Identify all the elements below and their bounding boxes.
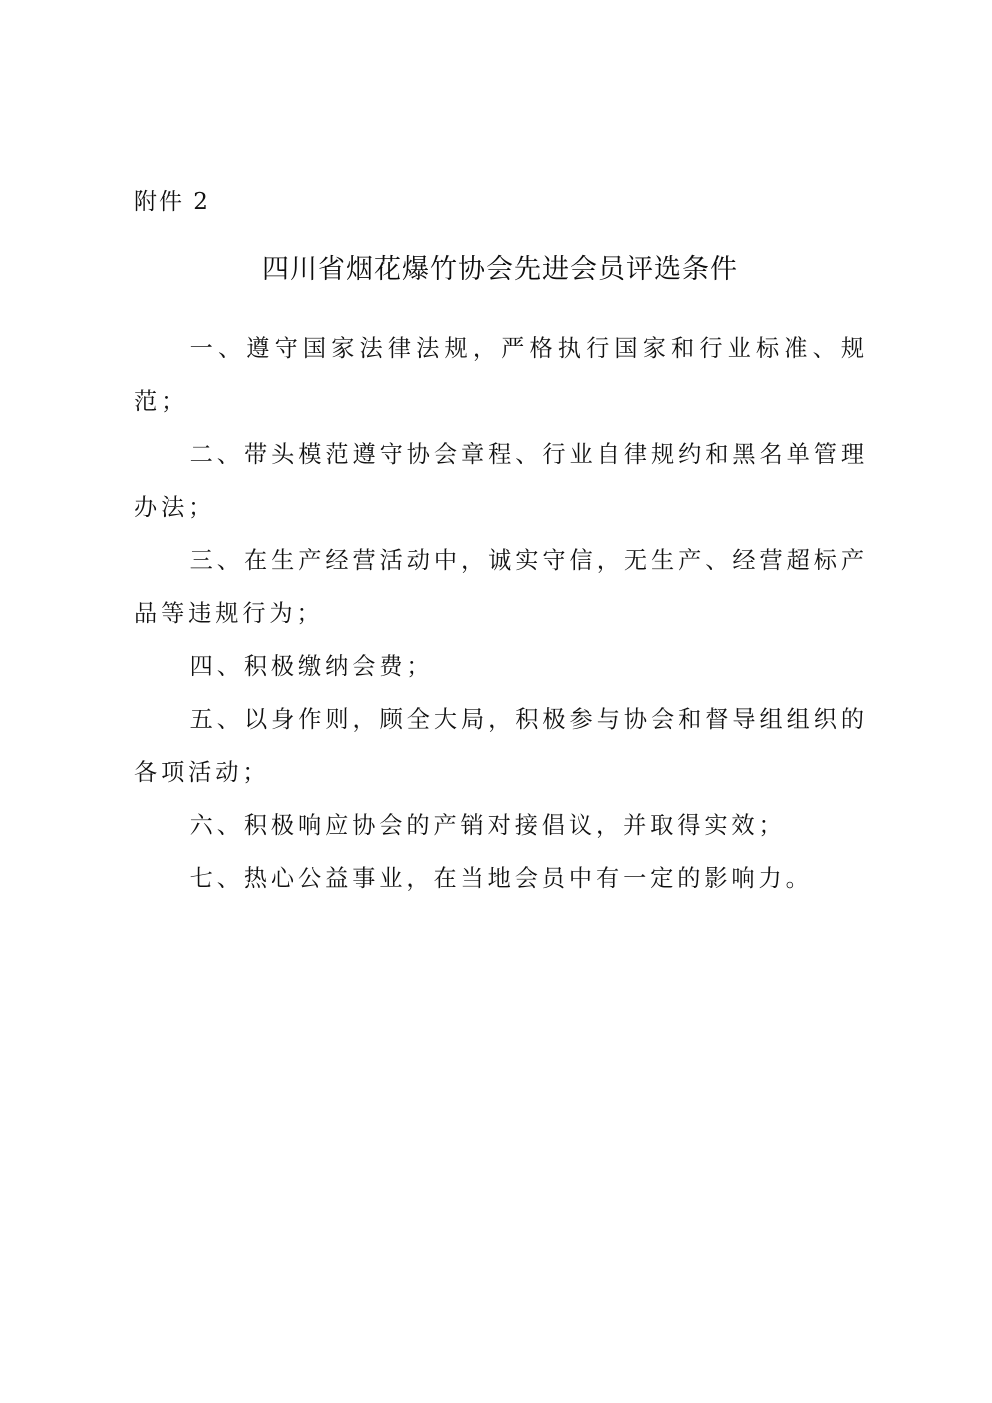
attachment-label: 附件 2 — [134, 189, 210, 215]
criterion-5: 五、以身作则，顾全大局，积极参与协会和督导组组织的各项活动； — [134, 706, 868, 786]
criterion-6: 六、积极响应协会的产销对接倡议，并取得实效； — [189, 812, 786, 839]
criterion-7: 七、热心公益事业，在当地会员中有一定的影响力。 — [189, 865, 813, 892]
document-title: 四川省烟花爆竹协会先进会员评选条件 — [262, 254, 738, 285]
criterion-1: 一、遵守国家法律法规，严格执行国家和行业标准、规范； — [134, 335, 868, 415]
criteria-list — [134, 322, 868, 905]
criterion-2: 二、带头模范遵守协会章程、行业自律规约和黑名单管理办法； — [134, 441, 868, 521]
criterion-3: 三、在生产经营活动中，诚实守信，无生产、经营超标产品等违规行为； — [134, 547, 868, 627]
criterion-4: 四、积极缴纳会费； — [189, 653, 434, 680]
